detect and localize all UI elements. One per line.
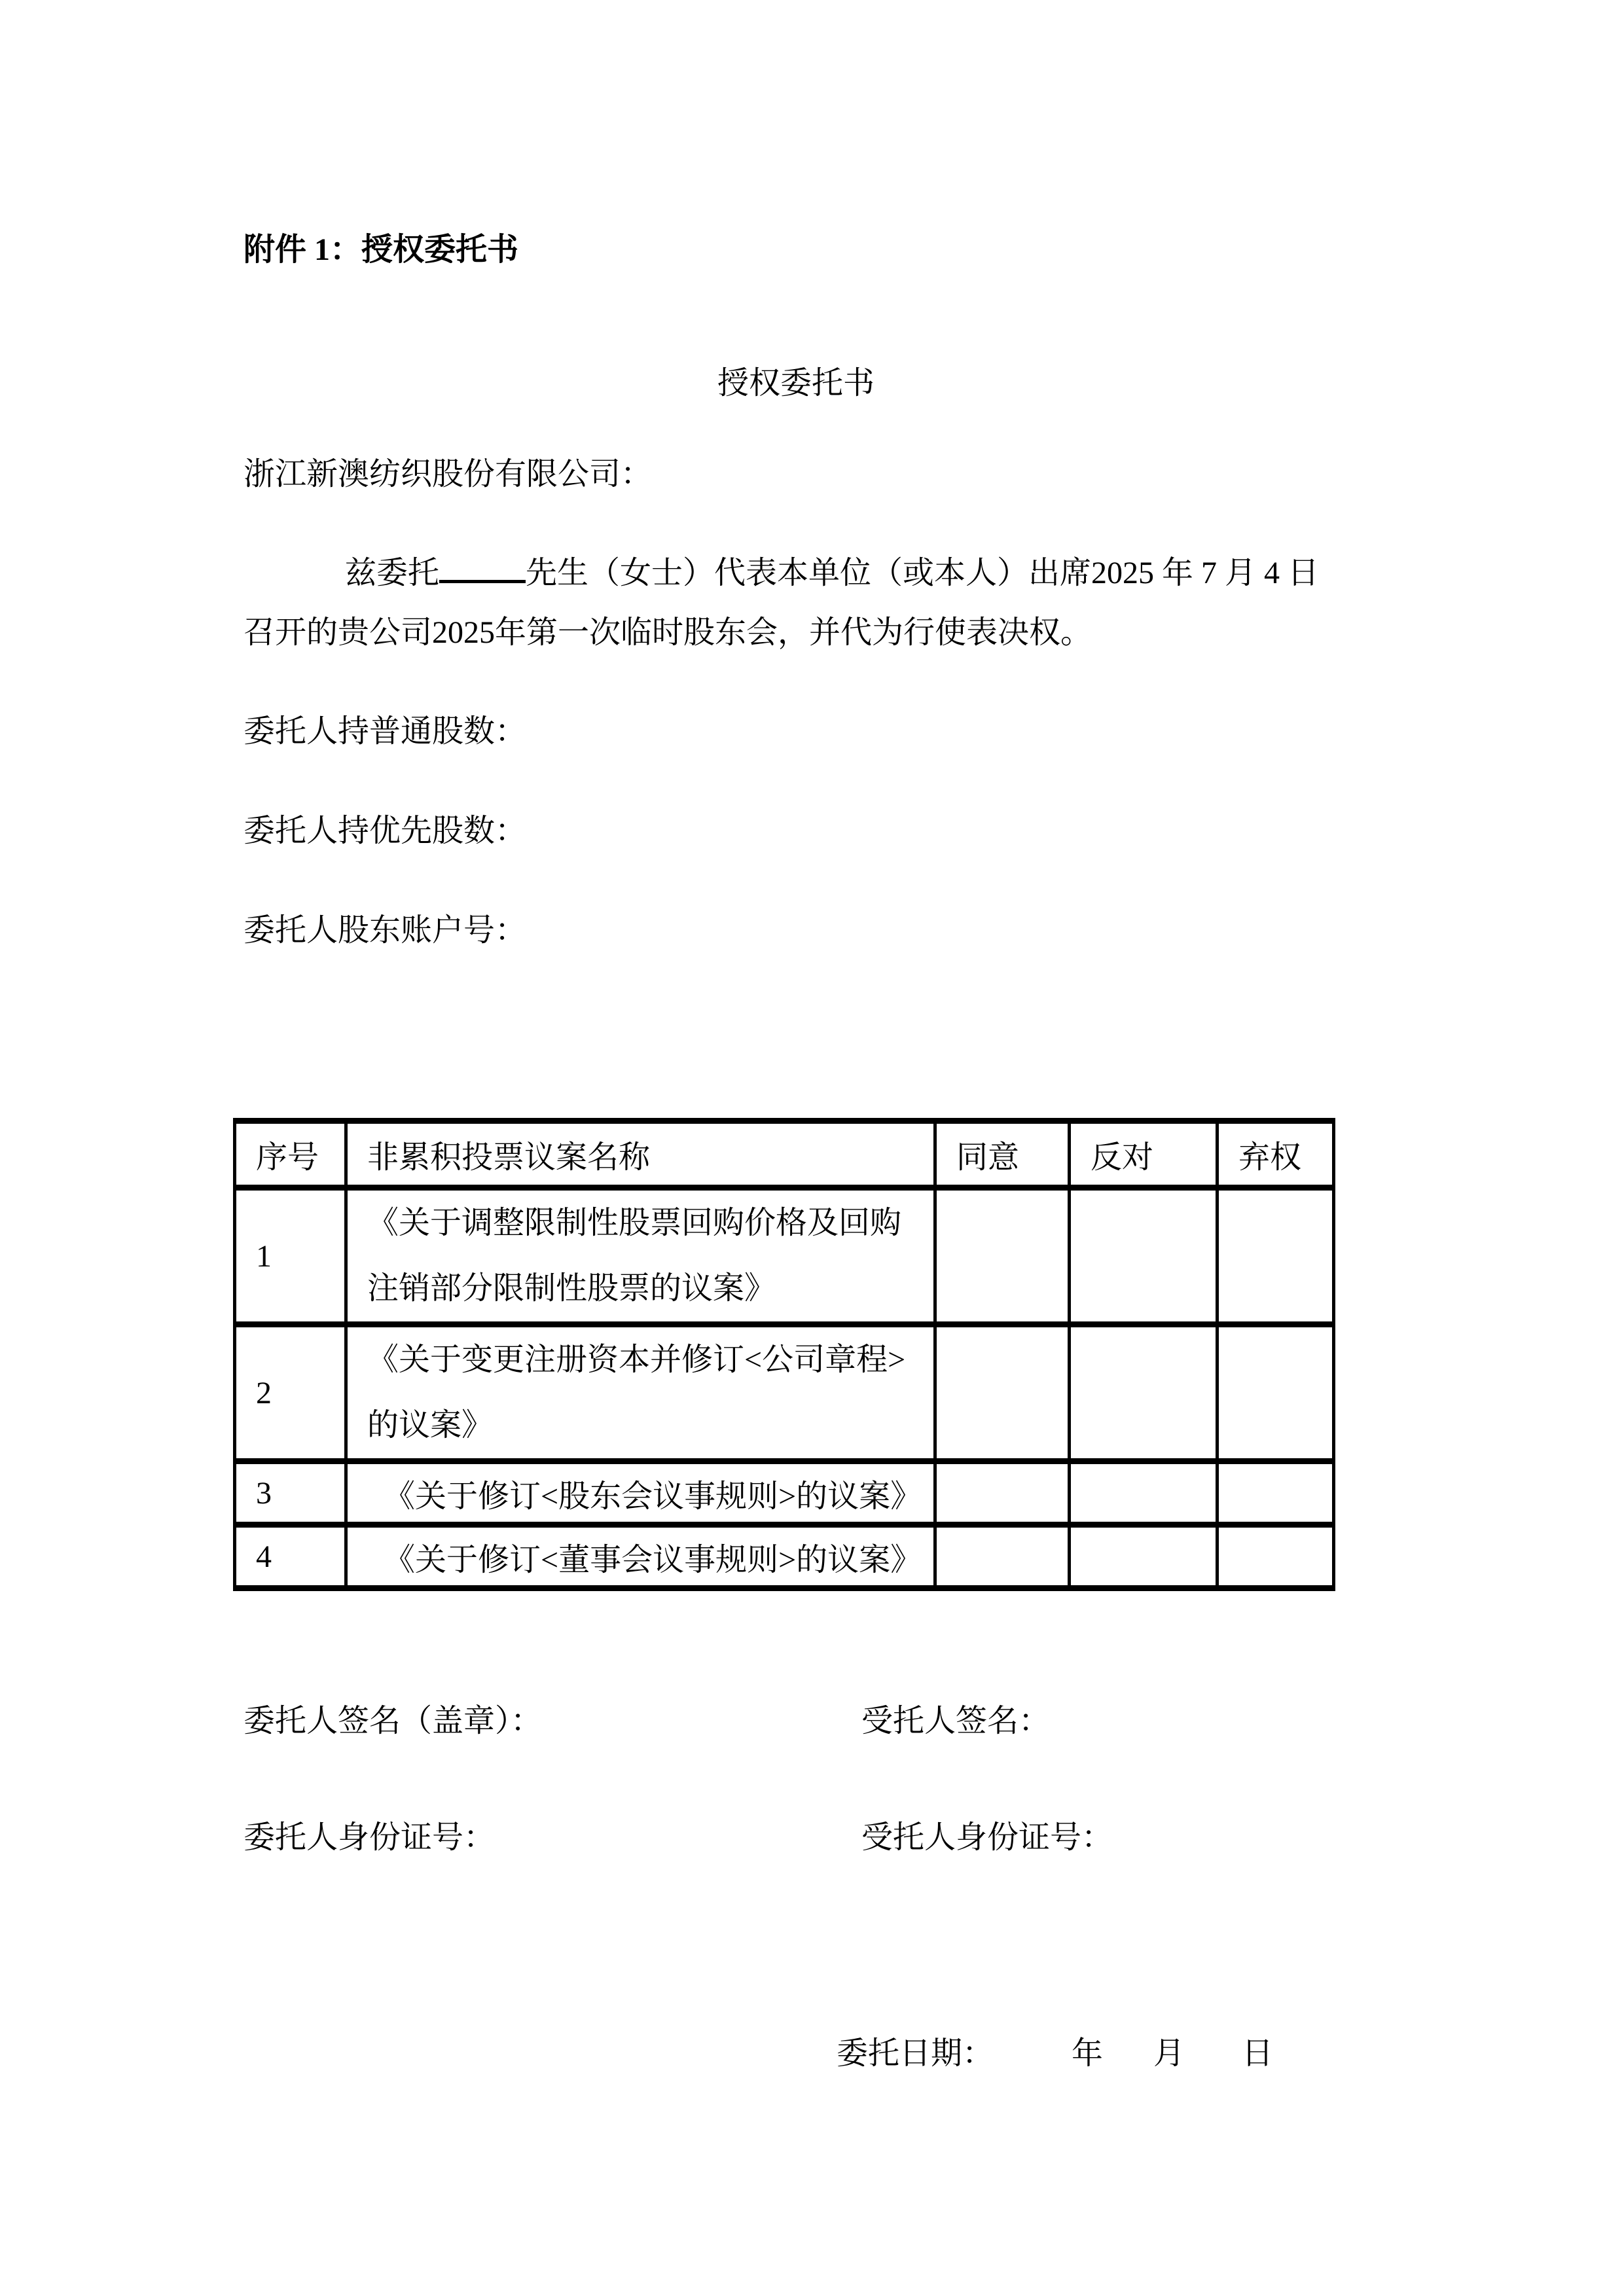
header-cell-agree: 同意: [935, 1121, 1070, 1188]
table-header-row: [235, 1121, 1334, 1188]
document-title: 授权委托书: [717, 366, 875, 401]
day-label: 日: [1242, 2036, 1274, 2071]
vote-oppose-cell: [1070, 1525, 1218, 1588]
vote-oppose-cell: [1070, 1325, 1218, 1462]
account-number-label: 委托人股东账户号：: [244, 913, 527, 948]
header-cell-name: 非累积投票议案名称: [346, 1121, 935, 1188]
principal-id-label: 委托人身份证号：: [244, 1820, 496, 1855]
month-label: 月: [1153, 2036, 1185, 2071]
proxy-text-pre: 兹委托: [345, 556, 440, 590]
salutation: 浙江新澳纺织股份有限公司：: [244, 457, 653, 492]
principal-signature-label: 委托人签名（盖章）：: [244, 1704, 543, 1738]
proxy-name-blank: [439, 551, 526, 583]
proxy-paragraph-line1: [345, 551, 1319, 593]
date-line: [837, 2034, 1273, 2073]
header-cell-abstain: 弃权: [1218, 1121, 1334, 1188]
row-no: 1: [235, 1188, 346, 1325]
row-name-line2: 的议案》: [367, 1408, 494, 1443]
trustee-id-label: 受托人身份证号：: [861, 1820, 1113, 1855]
vote-oppose-cell: [1070, 1462, 1218, 1525]
row-name: 《关于修订<董事会议事规则>的议案》: [346, 1525, 935, 1588]
vote-oppose-cell: [1070, 1188, 1218, 1325]
vote-agree-cell: [935, 1325, 1070, 1462]
proxy-paragraph-line2: 召开的贵公司2025年第一次临时股东会，并代为行使表决权。: [244, 615, 1092, 650]
preferred-shares-label: 委托人持优先股数：: [244, 814, 527, 848]
header-cell-no: 序号: [235, 1121, 346, 1188]
table-row: [235, 1462, 1334, 1525]
date-label: 委托日期：: [837, 2036, 994, 2071]
vote-abstain-cell: [1218, 1188, 1334, 1325]
table-row: [235, 1325, 1334, 1462]
row-no: 3: [235, 1462, 346, 1525]
row-name: 《关于修订<股东会议事规则>的议案》: [346, 1462, 935, 1525]
vote-agree-cell: [935, 1188, 1070, 1325]
attachment-title: 附件 1：授权委托书: [244, 232, 519, 267]
vote-abstain-cell: [1218, 1462, 1334, 1525]
vote-abstain-cell: [1218, 1325, 1334, 1462]
row-name-line1: 《关于变更注册资本并修订<公司章程>: [367, 1342, 906, 1377]
year-label: 年: [1072, 2036, 1104, 2071]
trustee-signature-label: 受托人签名：: [861, 1704, 1051, 1738]
vote-agree-cell: [935, 1462, 1070, 1525]
proxy-text-post: 先生（女士）代表本单位（或本人）出席2025 年 7 月 4 日: [526, 556, 1320, 590]
row-no: 4: [235, 1525, 346, 1588]
row-name-line1: 《关于调整限制性股票回购价格及回购: [367, 1206, 902, 1240]
common-shares-label: 委托人持普通股数：: [244, 714, 527, 749]
row-name: [346, 1188, 935, 1325]
vote-abstain-cell: [1218, 1525, 1334, 1588]
row-name-line2: 注销部分限制性股票的议案》: [367, 1271, 776, 1306]
row-name: [346, 1325, 935, 1462]
header-cell-oppose: 反对: [1070, 1121, 1218, 1188]
table-row: [235, 1188, 1334, 1325]
table-row: [235, 1525, 1334, 1588]
proposals-table: [233, 1118, 1335, 1591]
vote-agree-cell: [935, 1525, 1070, 1588]
row-no: 2: [235, 1325, 346, 1462]
